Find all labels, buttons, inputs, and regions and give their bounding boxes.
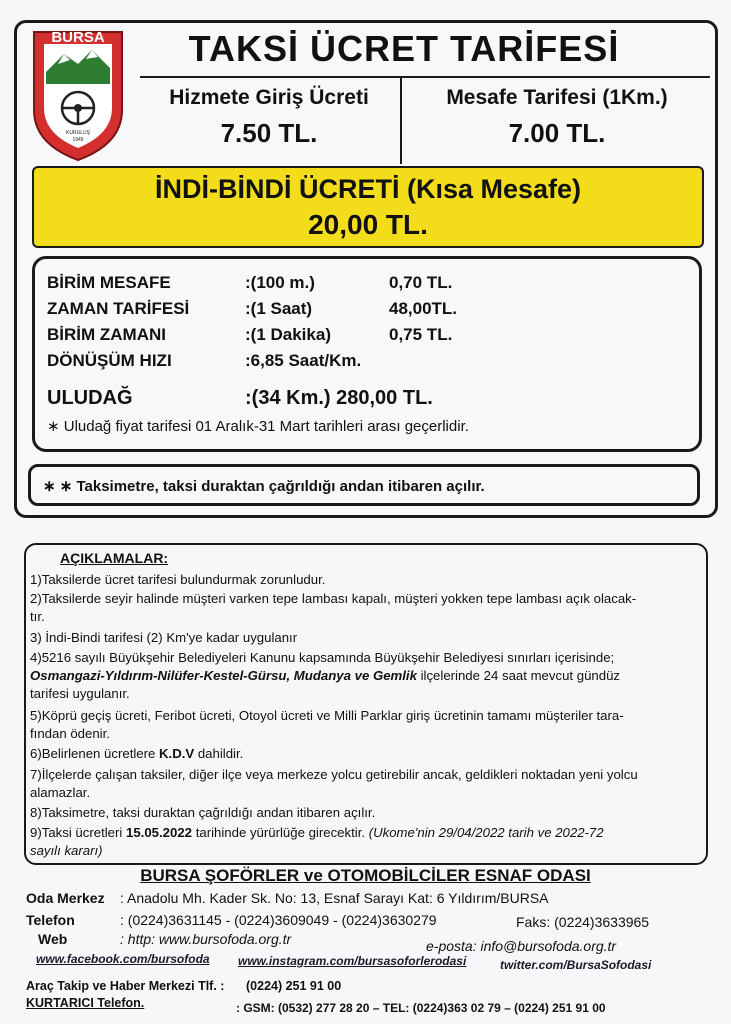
entry-fee-value: 7.50 TL.: [220, 118, 318, 148]
explanation-item: sayılı kararı): [30, 843, 103, 858]
explanation-text: dahildir.: [194, 746, 244, 761]
entry-fee-label: Hizmete Giriş Ücreti: [169, 86, 369, 109]
instagram-link[interactable]: www.instagram.com/bursasoforlerodasi: [238, 954, 467, 968]
web-value[interactable]: : http: www.bursofoda.org.tr: [120, 931, 292, 947]
explanation-item: [30, 667, 620, 684]
explanation-item: tır.: [30, 609, 45, 624]
fax-value: Faks: (0224)3633965: [516, 914, 650, 930]
distance-fee: [404, 86, 710, 149]
distance-fee-label: Mesafe Tarifesi (1Km.): [446, 86, 668, 109]
explanation-item: tarifesi uygulanır.: [30, 686, 130, 701]
explanation-text: ilçelerinde 24 saat mevcut gündüz: [416, 668, 620, 683]
page-title: TAKSİ ÜCRET TARİFESİ: [188, 28, 620, 69]
short-trip-label: İNDİ-BİNDİ ÜCRETİ (Kısa Mesafe): [154, 174, 582, 204]
logo-text: BURSA: [51, 29, 105, 46]
center-label: Oda Merkez: [26, 890, 105, 906]
header-divider: [140, 76, 710, 78]
short-trip-banner: [32, 166, 704, 248]
bursa-chamber-logo: [28, 24, 128, 164]
distance-fee-value: 7.00 TL.: [508, 118, 606, 148]
explanation-item: 1)Taksilerde ücret tarifesi bulundurmak zorunludur.: [30, 572, 326, 587]
logo-year: 1949: [72, 137, 84, 143]
explanations-box: [24, 543, 708, 865]
explanation-italic: (Ukome'nin 29/04/2022 tarih ve 2022-72: [368, 825, 604, 840]
rates-box: [32, 256, 702, 452]
rate-value: 48,00TL.: [389, 299, 458, 318]
phone-label: Telefon: [26, 912, 75, 928]
explanation-text: 9)Taksi ücretleri: [30, 825, 127, 840]
rate-name: ZAMAN TARİFESİ: [47, 299, 190, 318]
explanation-text: tarihinde yürürlüğe girecektir.: [192, 825, 369, 840]
explanation-item: 8)Taksimetre, taksi duraktan çağrıldığı andan itibaren açılır.: [30, 805, 376, 820]
explanation-item: 2)Taksilerde seyir halinde müşteri varken tepe lambası kapalı, müşteri yokken tepe lambası açık olacak-: [30, 591, 637, 606]
explanation-item: fından ödenir.: [30, 726, 110, 741]
org-name: BURSA ŞOFÖRLER ve OTOMOBİLCİLER ESNAF ODASI: [140, 866, 591, 885]
rate-value: 0,70 TL.: [389, 273, 453, 292]
explanation-item: 7)İlçelerde çalışan taksiler, diğer ilçe veya merkeze yolcu getirebilir ancak, geldikleri noktadan yeni yolcu: [30, 767, 638, 782]
uludag-name: ULUDAĞ: [47, 387, 133, 409]
explanation-item: 4)5216 sayılı Büyükşehir Belediyeleri Kanunu kapsamında Büyükşehir Belediyesi sınırları içerisinde;: [30, 650, 615, 665]
rate-unit: :(1 Saat): [245, 299, 313, 318]
rate-name: BİRİM ZAMANI: [47, 325, 166, 344]
explanation-bold: 15.05.2022: [126, 825, 193, 840]
uludag-value: :(34 Km.) 280,00 TL.: [245, 387, 433, 409]
rescue-value: : GSM: (0532) 277 28 20 – TEL: (0224)363 02 79 – (0224) 251 91 00: [236, 1001, 606, 1015]
uludag-note: ∗ Uludağ fiyat tarifesi 01 Aralık-31 Mart tarihleri arası geçerlidir.: [47, 418, 469, 435]
rate-value: 0,75 TL.: [389, 325, 453, 344]
explanation-bold: Osmangazi-Yıldırım-Nilüfer-Kestel-Gürsu, Mudanya ve Gemlik: [30, 668, 417, 683]
explanation-item: [30, 745, 243, 762]
phone-value: : (0224)3631145 - (0224)3609049 - (0224)3630279: [120, 912, 437, 928]
explanation-item: alamazlar.: [30, 785, 91, 800]
short-trip-value: 20,00 TL.: [308, 209, 428, 240]
email-value[interactable]: e-posta: info@bursofoda.org.tr: [426, 938, 617, 954]
explanation-item: 5)Köprü geçiş ücreti, Feribot ücreti, Otoyol ücreti ve Milli Parklar giriş ücretinin tamamı müşteriler tara-: [30, 708, 624, 723]
tracking-label: Araç Takip ve Haber Merkezi Tlf. :: [26, 979, 225, 993]
explanation-text: 6)Belirlenen ücretlere: [30, 746, 160, 761]
rate-unit: :(1 Dakika): [245, 325, 331, 344]
center-value: : Anadolu Mh. Kader Sk. No: 13, Esnaf Sarayı Kat: 6 Yıldırım/BURSA: [120, 890, 549, 906]
tracking-value: (0224) 251 91 00: [246, 979, 342, 993]
fee-divider: [400, 78, 402, 164]
taximeter-note: ∗ ∗ Taksimetre, taksi duraktan çağrıldığı andan itibaren açılır.: [28, 464, 700, 506]
rescue-label: KURTARICI Telefon.: [26, 996, 145, 1010]
rate-name: DÖNÜŞÜM HIZI: [47, 351, 172, 370]
explanations-title: AÇIKLAMALAR:: [60, 550, 169, 566]
explanation-item: 3) İndi-Bindi tarifesi (2) Km'ye kadar uygulanır: [30, 630, 298, 645]
facebook-link[interactable]: www.facebook.com/bursofoda: [36, 952, 210, 966]
logo-sub: KURULUŞ: [66, 130, 90, 136]
entry-fee: [140, 86, 398, 149]
explanation-item: [30, 824, 604, 841]
rate-unit: :6,85 Saat/Km.: [245, 351, 362, 370]
rate-name: BİRİM MESAFE: [47, 273, 171, 292]
web-label: Web: [38, 931, 68, 947]
twitter-link[interactable]: twitter.com/BursaSofodasi: [500, 958, 652, 972]
rate-unit: :(100 m.): [245, 273, 315, 292]
explanation-bold: K.D.V: [159, 746, 195, 761]
